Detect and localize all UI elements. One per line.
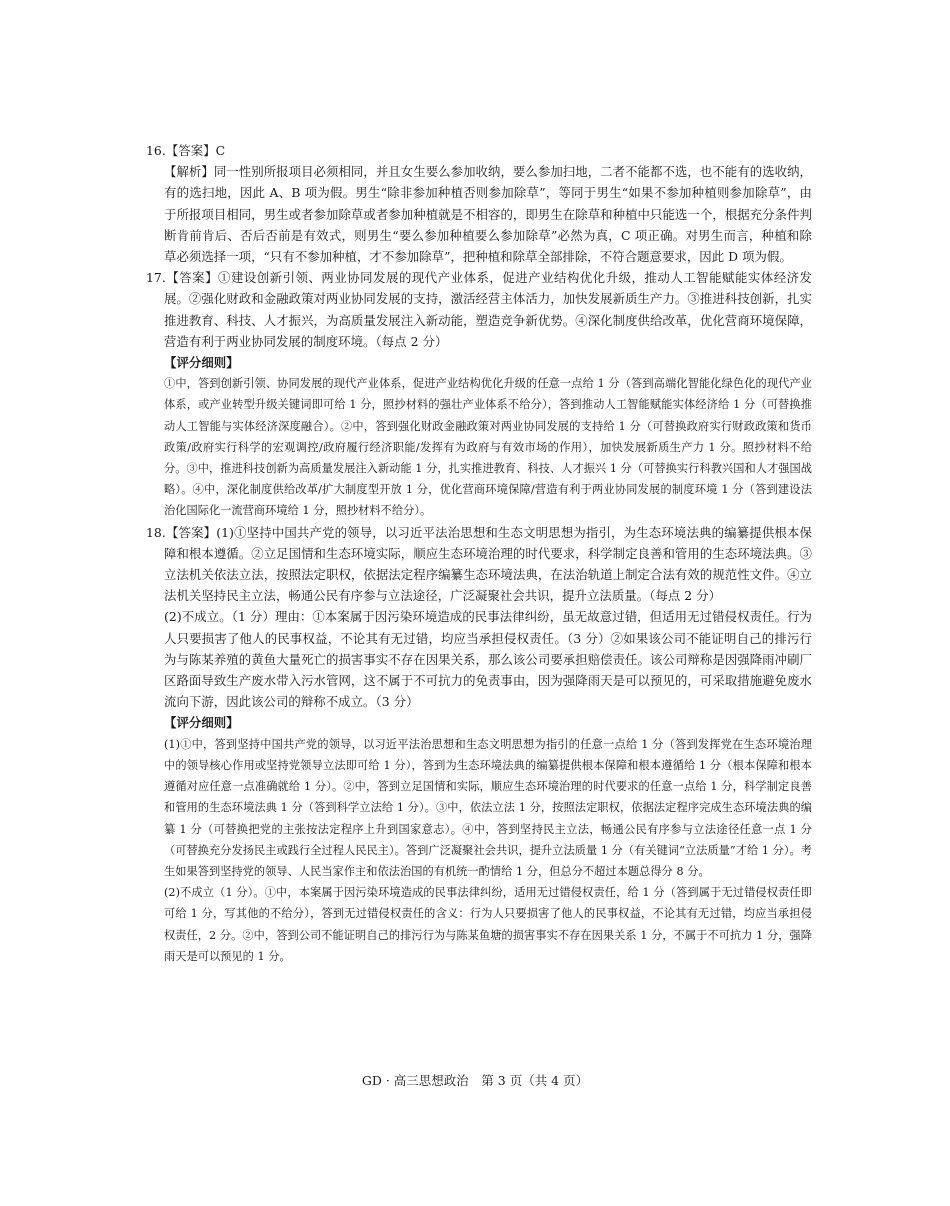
question-16: [146, 140, 812, 267]
q17-rubric: ①中，答到创新引领、协同发展的现代产业体系，促进产业结构优化升级的任意一点给 1 分（答到高端化智能化绿色化的现代产业体系，或产业转型升级关键词即可给 1 分，照抄材料的强壮产业体系不给分），答到推动人工智能赋能实体经济给 1 分（可替换推动人工智能与实体经济深度融合）。②中，答到强化财政金融政策对两业协同发展的支持给 1 分（可替换政府实行财政政策和货币政策/政府实行科学的宏观调控/政府履行经济职能/发挥有为政府与有效市场的作用），加快发展新质生产力 1 分。照抄材料不给分。③中，推进科技创新为高质量发展注入新动能 1 分，扎实推进教育、科技、人才振兴 1 分（可替换实行科教兴国和人才强国战略）。④中，深化制度供给改革/扩大制度型开放 1 分，优化营商环境保障/营造有利于两业协同发展的制度环境 1 分（答到建设法治化国际化一流营商环境给 1 分，照抄材料不给分）。: [164, 377, 812, 518]
q17-answer-line: [146, 267, 812, 352]
page-footer: GD · 高三思想政治 第 3 页（共 4 页）: [361, 1073, 589, 1088]
q18-rubric-2: (2)不成立（1 分）。①中，本案属于因污染环境造成的民事法律纠纷，适用无过错侵权责任，给 1 分（答到属于无过错侵权责任即可给 1 分，写其他的不给分），答到无过错侵权责任的含义：行为人只要损害了他人的民事权益，不论其有无过错，均应当承担侵权责任，2 分。②中，答到公司不能证明自己的排污行为与陈某鱼塘的损害事实不存在因果关系 1 分，不属于不可抗力 1 分，强降雨天是可以预见的 1 分。: [164, 886, 812, 963]
q17-answer: 【答案】①建设创新引领、两业协同发展的现代产业体系，促进产业结构优化升级，推动人工智能赋能实体经济发展。②强化财政和金融政策对两业协同发展的支持，激活经营主体活力，加快发展新质生产力。③推进科技创新，扎实推进教育、科技、人才振兴，为高质量发展注入新动能，塑造竞争新优势。④深化制度供给改革，优化营商环境保障，营造有利于两业协同发展的制度环境。（每点 2 分）: [164, 270, 812, 349]
document-body: [146, 140, 812, 967]
q17-rubric-title: 【评分细则】: [164, 355, 239, 371]
q18-number: 18.: [146, 524, 166, 540]
q16-answer: 【答案】C: [165, 143, 226, 158]
q17-number: 17.: [146, 270, 166, 286]
question-17: [146, 267, 812, 521]
q18-rubric-title: 【评分细则】: [164, 715, 239, 731]
q16-number: 16.: [146, 143, 166, 158]
q18-answer-line: [146, 522, 812, 607]
q18-answer-1: 【答案】(1)①坚持中国共产党的领导，以习近平法治思想和生态文明思想为指引，为生态环境法典的编纂提供根本保障和根本遵循。②立足国情和生态环境实际，顺应生态环境治理的时代要求，科学制定良善和管用的生态环境法典。③立法机关依法立法，按照法定职权，依据法定程序编纂生态环境法典，在法治轨道上制定合法有效的规范性文件。④立法机关坚持民主立法，畅通公民有序参与立法途径，广泛凝聚社会共识，提升立法质量。（每点 2 分）: [164, 524, 812, 604]
q18-answer-2: (2)不成立。（1 分）理由：①本案属于因污染环境造成的民事法律纠纷，虽无故意过错，但适用无过错侵权责任。行为人只要损害了他人的民事权益，不论其有无过错，均应当承担侵权责任。（3 分）②如果该公司不能证明自己的排污行为与陈某养殖的黄鱼大量死亡的损害事实不存在因果关系，那么该公司要承担赔偿责任。该公司辩称是因强降雨冲刷厂区路面导致生产废水带入污水管网，这不属于不可抗力的免责事由，因为强降雨天是可以预见的，可采取措施避免废水流向下游，因此该公司的辩称不成立。（3 分）: [164, 609, 812, 710]
q18-rubric-1: (1)①中，答到坚持中国共产党的领导，以习近平法治思想和生态文明思想为指引的任意一点给 1 分（答到发挥党在生态环境治理中的领导核心作用或坚持党领导立法即可给 1 分），答到为生态环境法典的编纂提供根本保障和根本遵循给 1 分（根本保障和根本遵循对应任意一点准确就给 1 分）。②中，答到立足国情和实际，顺应生态环境治理的时代要求的任意一点给 1 分，科学制定良善和管用的生态环境法典 1 分（答到科学立法给 1 分）。③中，依法立法 1 分，按照法定职权，依据法定程序完成生态环境法典的编纂 1 分（可替换把党的主张按法定程序上升到国家意志）。④中，答到坚持民主立法，畅通公民有序参与立法途径任意一点 1 分（可替换充分发扬民主或践行全过程人民民主）。答到广泛凝聚社会共识，提升立法质量 1 分（有关键词“立法质量”才给 1 分）。考生如果答到坚持党的领导、人民当家作主和依法治国的有机统一酌情给 1 分，但总分不超过本题总得分 8 分。: [164, 737, 812, 878]
q16-answer-line: [146, 140, 812, 161]
q16-analysis: 【解析】同一性别所报项目必须相同，并且女生要么参加收纳，要么参加扫地，二者不能都不选，也不能有的选收纳，有的选扫地，因此 A、B 项为假。男生“除非参加种植否则参加除草”，等同于男生“如果不参加种植则参加除草”，由于所报项目相同，男生或者参加除草或者参加种植就是不相容的，即男生在除草和种植中只能选一个，根据充分条件判断肯前肯后、否后否前是有效式，则男生“要么参加种植要么参加除草”必然为真，C 项正确。对男生而言，种植和除草必须选择一项，“只有不参加种植，才不参加除草”，把种植和除草全部排除，不符合题意要求，因此 D 项为假。: [164, 164, 812, 265]
question-18: [146, 522, 812, 967]
